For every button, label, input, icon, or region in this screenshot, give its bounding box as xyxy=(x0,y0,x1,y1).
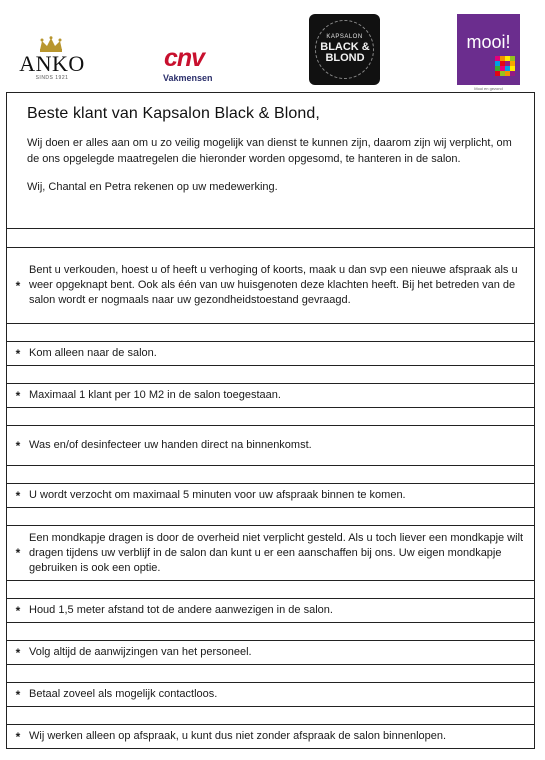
rule-text: Betaal zoveel als mogelijk contactloos. xyxy=(29,688,218,700)
bullet-star: * xyxy=(15,388,21,403)
rule-text: Een mondkapje dragen is door de overheid niet verplicht gesteld. Als u toch liever een mondkapje wilt dragen tijdens uw verblijf in de salon dan kunt u er een aanschaffen bij ons. Uw eigen mondkapje gebruiken is ook een optie. xyxy=(29,531,524,574)
spacer-row xyxy=(7,507,534,525)
cooperation-paragraph: Wij, Chantal en Petra rekenen op uw medewerking. xyxy=(27,181,278,193)
bullet-star: * xyxy=(15,488,21,503)
spacer-row xyxy=(7,580,534,598)
rule-text: Volg altijd de aanwijzingen van het personeel. xyxy=(29,646,252,658)
rule-row xyxy=(7,525,534,580)
crown-icon xyxy=(38,36,64,52)
bullet-star: * xyxy=(15,438,21,453)
rule-text: U wordt verzocht om maximaal 5 minuten voor uw afspraak binnen te komen. xyxy=(29,489,406,501)
mooi-logo xyxy=(457,14,520,91)
mooi-color-grid xyxy=(495,56,515,76)
intro-cell xyxy=(7,93,534,228)
rule-text: Was en/of desinfecteer uw handen direct na binnenkomst. xyxy=(29,439,312,451)
rule-row xyxy=(7,383,534,407)
black-blond-kapsalon: KAPSALON xyxy=(326,34,363,40)
rule-text: Kom alleen naar de salon. xyxy=(29,347,157,359)
cnv-wordmark: cnv xyxy=(164,44,205,72)
rule-text: Houd 1,5 meter afstand tot de andere aanwezigen in de salon. xyxy=(29,604,333,616)
black-blond-name: BLACK & BLOND xyxy=(320,41,370,64)
rule-row xyxy=(7,483,534,507)
spacer-row xyxy=(7,228,534,247)
mooi-tagline: Mooi en gezond xyxy=(474,86,503,91)
anko-tagline: SINDS 1921 xyxy=(35,75,69,81)
rule-row xyxy=(7,425,534,465)
rule-row xyxy=(7,640,534,664)
spacer-row xyxy=(7,706,534,724)
rule-row xyxy=(7,247,534,323)
spacer-row xyxy=(7,465,534,483)
rule-row xyxy=(7,341,534,365)
rule-row xyxy=(7,724,534,748)
bullet-star: * xyxy=(15,346,21,361)
intro-paragraph: Wij doen er alles aan om u zo veilig mogelijk van dienst te kunnen zijn, daarom zijn wij verplicht, om de ons opgelegde maatregelen die hieronder worden opgesomd, te hanteren in de salon. xyxy=(27,137,512,165)
spacer-row xyxy=(7,622,534,640)
bullet-star: * xyxy=(15,546,21,560)
notice-table xyxy=(6,92,535,749)
bullet-star: * xyxy=(15,645,21,660)
rule-text: Bent u verkouden, hoest u of heeft u verhoging of koorts, maak u dan svp een nieuwe afspraak als u weer opgeknapt bent. Ook als één van uw huisgenoten deze klachten heeft. Bij het betreden van de salon wordt er nogmaals naar uw gezondheidstoestand gevraagd. xyxy=(29,264,518,306)
black-blond-logo xyxy=(309,14,380,85)
notice-title: Beste klant van Kapsalon Black & Blond, xyxy=(27,105,320,122)
spacer-row xyxy=(7,407,534,425)
anko-wordmark: ANKO xyxy=(19,51,85,76)
bullet-star: * xyxy=(15,729,21,744)
rule-text: Maximaal 1 klant per 10 M2 in de salon toegestaan. xyxy=(29,389,281,401)
rule-text: Wij werken alleen op afspraak, u kunt dus niet zonder afspraak de salon binnenlopen. xyxy=(29,730,447,742)
cnv-logo xyxy=(158,44,218,86)
rule-row xyxy=(7,598,534,622)
rule-row xyxy=(7,682,534,706)
bullet-star: * xyxy=(15,687,21,702)
bullet-star: * xyxy=(15,603,21,618)
logo-bar xyxy=(0,0,545,93)
bullet-star: * xyxy=(15,278,21,293)
spacer-row xyxy=(7,365,534,383)
spacer-row xyxy=(7,664,534,682)
cnv-tagline: Vakmensen xyxy=(163,73,213,83)
mooi-wordmark: mooi! xyxy=(466,32,511,52)
spacer-row xyxy=(7,323,534,341)
anko-logo xyxy=(14,36,90,84)
